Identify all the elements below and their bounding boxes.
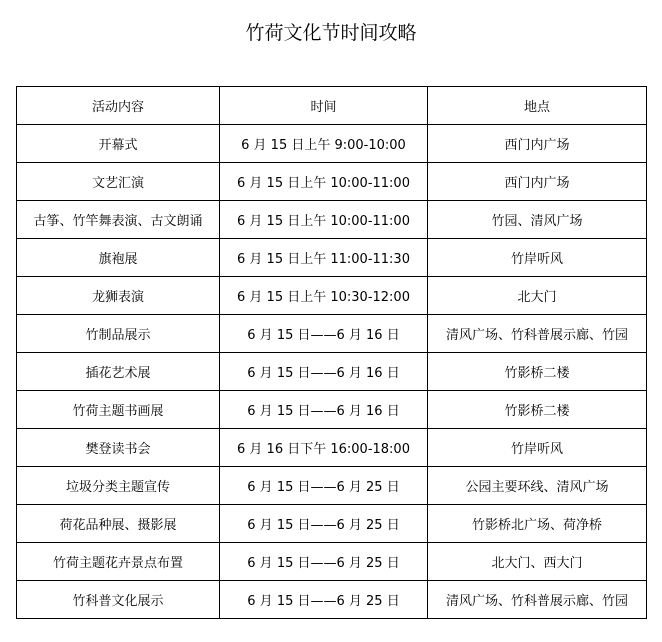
activity-cell: 荷花品种展、摄影展 [17, 505, 220, 543]
table-row [17, 391, 647, 429]
time-cell: 6 月 15 日——6 月 25 日 [220, 467, 428, 505]
location-cell: 西门内广场 [428, 163, 647, 201]
table-body [17, 125, 647, 619]
time-cell: 6 月 16 日下午 16:00-18:00 [220, 429, 428, 467]
activity-cell: 竹制品展示 [17, 315, 220, 353]
time-cell: 6 月 15 日上午 11:00-11:30 [220, 239, 428, 277]
schedule-table [16, 86, 647, 619]
activity-cell: 竹荷主题花卉景点布置 [17, 543, 220, 581]
activity-cell: 旗袍展 [17, 239, 220, 277]
time-cell: 6 月 15 日上午 9:00-10:00 [220, 125, 428, 163]
location-cell: 北大门 [428, 277, 647, 315]
table-row [17, 125, 647, 163]
time-cell: 6 月 15 日——6 月 16 日 [220, 353, 428, 391]
location-cell: 北大门、西大门 [428, 543, 647, 581]
header-time: 时间 [220, 87, 428, 125]
time-cell: 6 月 15 日上午 10:00-11:00 [220, 163, 428, 201]
activity-cell: 竹荷主题书画展 [17, 391, 220, 429]
activity-cell: 古筝、竹竿舞表演、古文朗诵 [17, 201, 220, 239]
time-cell: 6 月 15 日——6 月 16 日 [220, 315, 428, 353]
location-cell: 竹岸听风 [428, 239, 647, 277]
time-cell: 6 月 15 日上午 10:00-11:00 [220, 201, 428, 239]
activity-cell: 垃圾分类主题宣传 [17, 467, 220, 505]
table-row [17, 429, 647, 467]
location-cell: 竹园、清风广场 [428, 201, 647, 239]
time-cell: 6 月 15 日——6 月 25 日 [220, 581, 428, 619]
table-row [17, 505, 647, 543]
location-cell: 清风广场、竹科普展示廊、竹园 [428, 581, 647, 619]
location-cell: 竹影桥北广场、荷净桥 [428, 505, 647, 543]
page-title: 竹荷文化节时间攻略 [245, 22, 417, 44]
table-row [17, 353, 647, 391]
activity-cell: 樊登读书会 [17, 429, 220, 467]
location-cell: 公园主要环线、清风广场 [428, 467, 647, 505]
time-cell: 6 月 15 日上午 10:30-12:00 [220, 277, 428, 315]
table-row [17, 543, 647, 581]
table-row [17, 239, 647, 277]
location-cell: 竹岸听风 [428, 429, 647, 467]
location-cell: 西门内广场 [428, 125, 647, 163]
time-cell: 6 月 15 日——6 月 25 日 [220, 543, 428, 581]
location-cell: 竹影桥二楼 [428, 391, 647, 429]
table-row [17, 315, 647, 353]
activity-cell: 文艺汇演 [17, 163, 220, 201]
header-activity: 活动内容 [17, 87, 220, 125]
location-cell: 清风广场、竹科普展示廊、竹园 [428, 315, 647, 353]
activity-cell: 竹科普文化展示 [17, 581, 220, 619]
location-cell: 竹影桥二楼 [428, 353, 647, 391]
activity-cell: 龙狮表演 [17, 277, 220, 315]
table-header-row [17, 87, 647, 125]
table-row [17, 277, 647, 315]
table-row [17, 581, 647, 619]
activity-cell: 开幕式 [17, 125, 220, 163]
time-cell: 6 月 15 日——6 月 25 日 [220, 505, 428, 543]
activity-cell: 插花艺术展 [17, 353, 220, 391]
time-cell: 6 月 15 日——6 月 16 日 [220, 391, 428, 429]
header-location: 地点 [428, 87, 647, 125]
table-row [17, 467, 647, 505]
table-row [17, 163, 647, 201]
table-row [17, 201, 647, 239]
